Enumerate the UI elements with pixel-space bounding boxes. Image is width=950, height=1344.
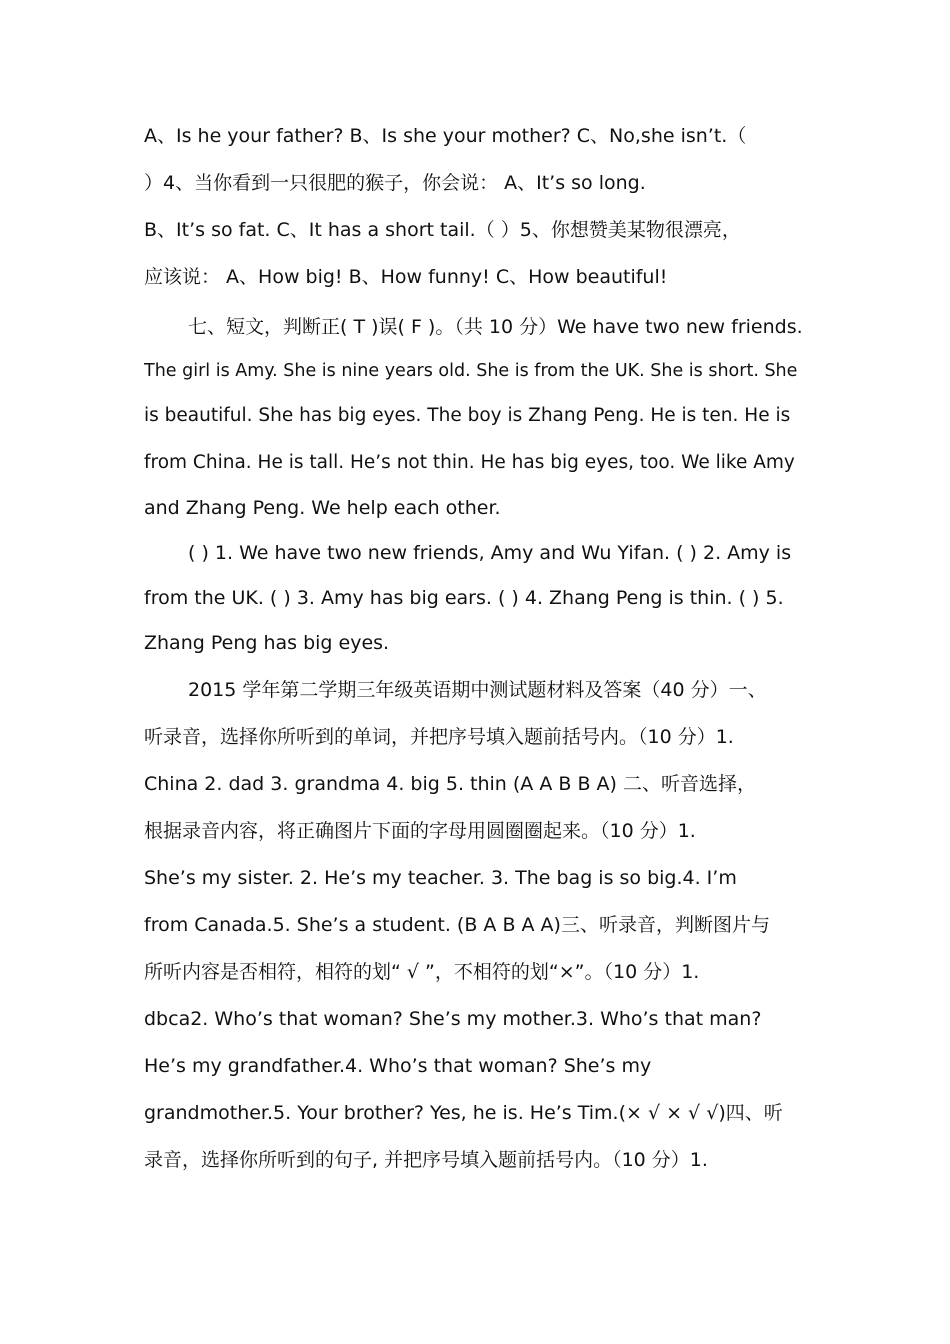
text-line-4: 应该说： A、How big! B、How funny! C、How beautiful!	[144, 266, 668, 288]
text-line-5: 七、短文，判断正( T )误( F )。（共 10 分）We have two new friends.	[188, 316, 803, 338]
text-line-8: from China. He is tall. He’s not thin. He has big eyes, too. We like Amy	[144, 452, 795, 473]
text-line-16: 根据录音内容，将正确图片下面的字母用圆圈圈起来。（10 分）1.	[144, 820, 696, 842]
text-line-2: ）4、当你看到一只很肥的猴子，你会说： A、It’s so long.	[144, 172, 646, 194]
text-line-9: and Zhang Peng. We help each other.	[144, 497, 501, 519]
text-line-3: B、It’s so fat. C、It has a short tail.（ ）5、你想赞美某物很漂亮，	[144, 219, 741, 241]
text-line-11: from the UK. ( ) 3. Amy has big ears. ( ) 4. Zhang Peng is thin. ( ) 5.	[144, 587, 784, 609]
text-line-23: 录音，选择你所听到的句子, 并把序号填入题前括号内。（10 分）1.	[144, 1149, 708, 1171]
text-line-1: A、Is he your father? B、Is she your mother? C、No,she isn’t.（	[144, 125, 747, 147]
text-line-7: is beautiful. She has big eyes. The boy is Zhang Peng. He is ten. He is	[144, 405, 791, 426]
text-line-15: China 2. dad 3. grandma 4. big 5. thin (A A B B A) 二、听音选择，	[144, 773, 756, 795]
text-line-13: 2015 学年第二学期三年级英语期中测试题材料及答案（40 分）一、	[188, 679, 767, 701]
text-line-14: 听录音，选择你所听到的单词，并把序号填入题前括号内。（10 分）1.	[144, 726, 734, 748]
text-line-17: She’s my sister. 2. He’s my teacher. 3. The bag is so big.4. I’m	[144, 867, 737, 889]
text-line-19: 所听内容是否相符，相符的划“ √ ”，不相符的划“×”。（10 分）1.	[144, 961, 700, 983]
text-line-6: The girl is Amy. She is nine years old. She is from the UK. She is short. She	[144, 361, 798, 381]
text-line-12: Zhang Peng has big eyes.	[144, 632, 390, 654]
text-line-18: from Canada.5. She’s a student. (B A B A A)三、听录音，判断图片与	[144, 914, 770, 936]
text-line-20: dbca2. Who’s that woman? She’s my mother.3. Who’s that man?	[144, 1008, 762, 1030]
text-line-21: He’s my grandfather.4. Who’s that woman? She’s my	[144, 1055, 652, 1077]
text-line-10: ( ) 1. We have two new friends, Amy and Wu Yifan. ( ) 2. Amy is	[188, 542, 792, 564]
text-line-22: grandmother.5. Your brother? Yes, he is. He’s Tim.(× √ × √ √)四、听	[144, 1102, 783, 1124]
